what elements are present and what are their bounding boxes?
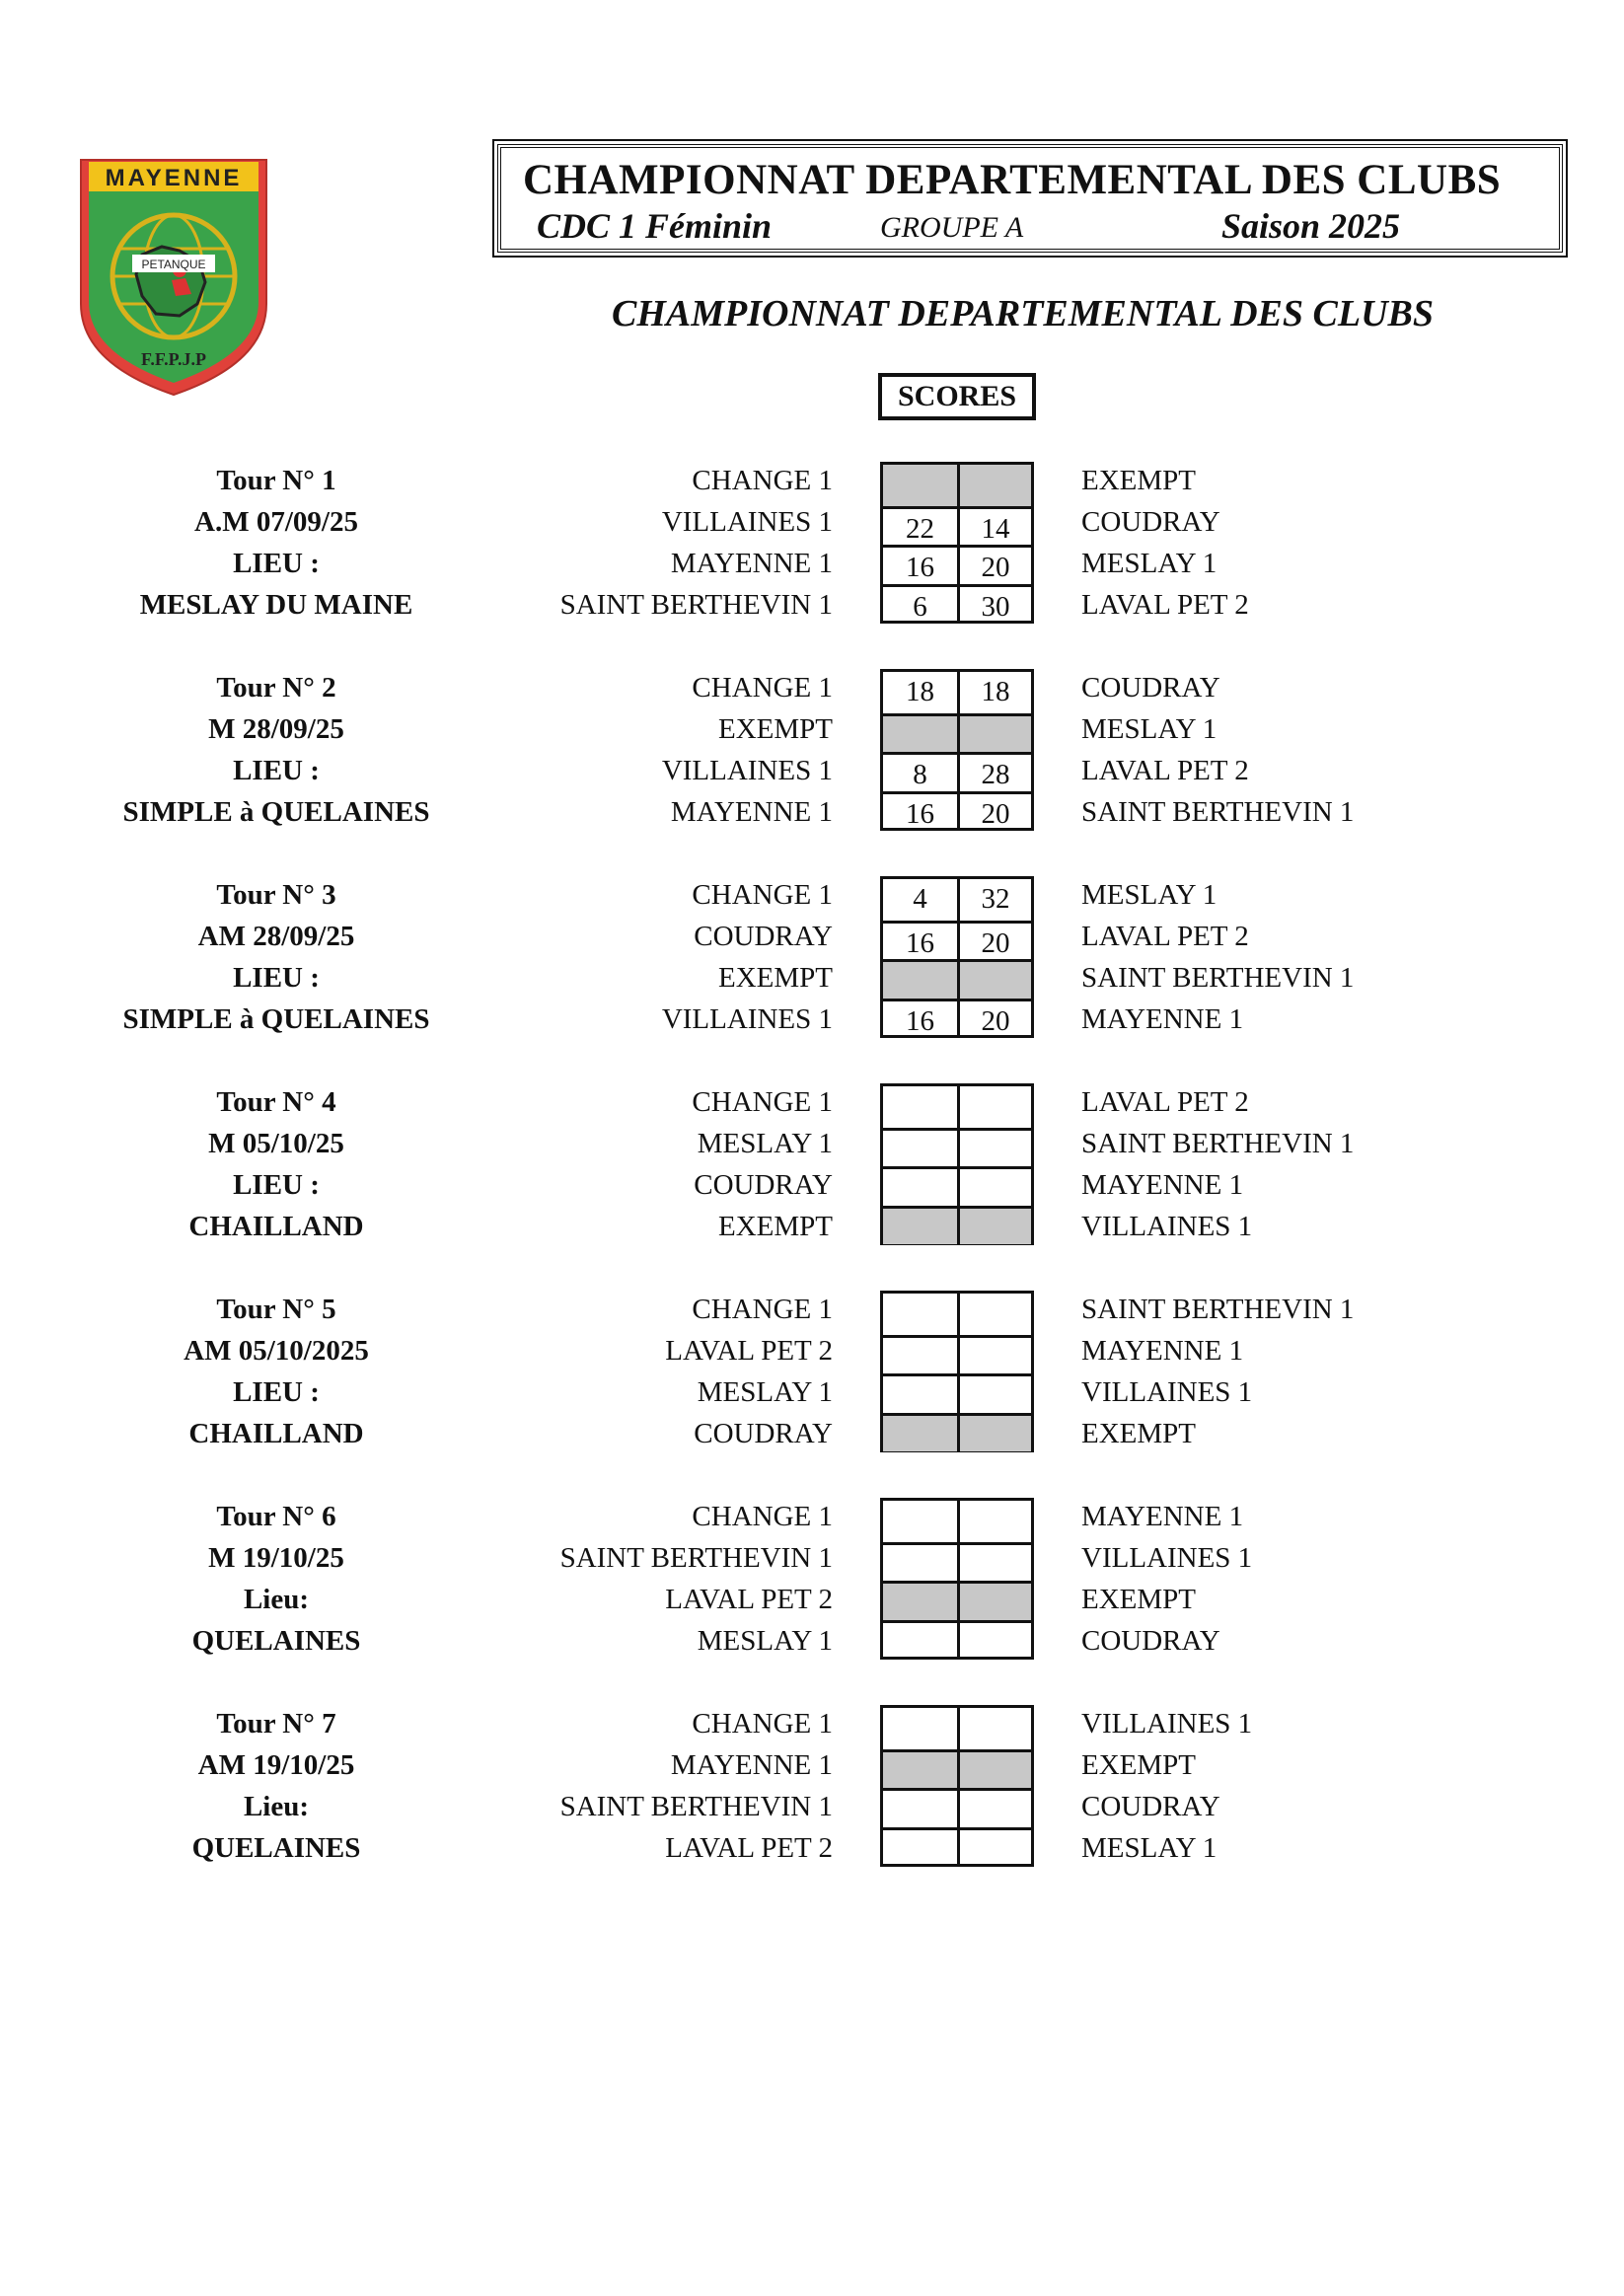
score-row	[883, 791, 1031, 830]
away-teams	[1081, 874, 1496, 1040]
round-date: AM 05/10/2025	[184, 1335, 369, 1367]
score-row	[883, 713, 1031, 752]
score-row	[883, 1335, 1031, 1373]
away-team: VILLAINES 1	[1081, 1376, 1253, 1408]
venue-label: LIEU :	[233, 1169, 320, 1201]
round-info	[109, 874, 444, 1040]
round-1	[0, 460, 1624, 626]
venue-name: SIMPLE à QUELAINES	[122, 796, 430, 828]
away-team: COUDRAY	[1081, 672, 1220, 704]
away-team: EXEMPT	[1081, 1749, 1196, 1781]
away-teams	[1081, 460, 1496, 626]
home-team: VILLAINES 1	[661, 1003, 833, 1035]
home-score	[883, 1791, 957, 1826]
round-2	[0, 667, 1624, 833]
home-score	[883, 1623, 957, 1659]
venue-label: Lieu:	[243, 1791, 310, 1822]
home-team: CHANGE 1	[692, 1501, 833, 1532]
away-team: SAINT BERTHEVIN 1	[1081, 962, 1355, 994]
home-score	[883, 465, 957, 506]
mayenne-ffpjp-logo	[77, 156, 270, 399]
round-info	[109, 1496, 444, 1662]
away-score	[957, 1708, 1031, 1749]
away-teams	[1081, 667, 1496, 833]
away-score: 32	[957, 879, 1031, 921]
home-score: 16	[906, 927, 934, 959]
score-row	[883, 999, 1031, 1037]
away-score	[957, 1086, 1031, 1128]
away-score	[957, 1338, 1031, 1373]
away-team: MAYENNE 1	[1081, 1003, 1244, 1035]
home-team: EXEMPT	[718, 962, 833, 994]
venue-name: MESLAY DU MAINE	[139, 589, 413, 621]
score-row	[883, 1788, 1031, 1826]
score-grid	[880, 876, 1034, 1038]
home-teams	[454, 1081, 833, 1247]
home-team: COUDRAY	[694, 921, 833, 952]
home-team: CHANGE 1	[692, 1086, 833, 1118]
round-date: AM 19/10/25	[197, 1749, 355, 1781]
score-row	[883, 1581, 1031, 1619]
away-score	[957, 1209, 1031, 1244]
round-number: Tour N° 1	[216, 465, 336, 496]
round-date: M 19/10/25	[208, 1542, 344, 1574]
away-team: SAINT BERTHEVIN 1	[1081, 796, 1355, 828]
away-team: COUDRAY	[1081, 506, 1220, 538]
round-info	[109, 460, 444, 626]
home-score	[883, 716, 957, 752]
score-row	[883, 752, 1031, 790]
round-info	[109, 667, 444, 833]
home-score: 16	[906, 1004, 934, 1037]
home-team: COUDRAY	[694, 1418, 833, 1449]
score-row	[883, 1827, 1031, 1866]
home-team: CHANGE 1	[692, 1708, 833, 1740]
logo-center-text: PETANQUE	[141, 258, 206, 271]
home-score	[883, 1131, 957, 1166]
away-score: 20	[957, 794, 1031, 830]
home-team: VILLAINES 1	[661, 506, 833, 538]
home-team: VILLAINES 1	[661, 755, 833, 786]
logo-banner-text: MAYENNE	[105, 165, 243, 191]
home-teams	[454, 874, 833, 1040]
score-row	[883, 1294, 1031, 1335]
away-score: 28	[957, 755, 1031, 790]
venue-label: LIEU :	[233, 1376, 320, 1408]
away-teams	[1081, 1289, 1496, 1454]
away-team: MESLAY 1	[1081, 713, 1218, 745]
cdc-label: CDC 1 Féminin	[537, 206, 773, 246]
away-score	[957, 716, 1031, 752]
home-score	[883, 1294, 957, 1335]
away-score	[957, 962, 1031, 998]
score-row	[883, 1620, 1031, 1659]
score-row	[883, 959, 1031, 998]
home-team: LAVAL PET 2	[665, 1584, 833, 1615]
score-row	[883, 545, 1031, 583]
away-team: COUDRAY	[1081, 1791, 1220, 1822]
home-score	[883, 1830, 957, 1866]
home-score	[883, 962, 957, 998]
home-score: 22	[906, 513, 934, 545]
away-teams	[1081, 1496, 1496, 1662]
home-score: 4	[913, 883, 927, 915]
home-score	[883, 1209, 957, 1244]
away-score: 18	[957, 672, 1031, 713]
away-score	[957, 1545, 1031, 1581]
venue-label: LIEU :	[233, 962, 320, 994]
away-score: 14	[957, 509, 1031, 545]
home-score: 16	[906, 797, 934, 830]
home-team: EXEMPT	[718, 713, 833, 745]
score-row	[883, 672, 1031, 713]
away-team: LAVAL PET 2	[1081, 755, 1249, 786]
away-score	[957, 1416, 1031, 1451]
away-team: EXEMPT	[1081, 1418, 1196, 1449]
home-score	[883, 1584, 957, 1619]
venue-name: SIMPLE à QUELAINES	[122, 1003, 430, 1035]
home-score	[883, 1752, 957, 1788]
home-team: CHANGE 1	[692, 465, 833, 496]
away-team: COUDRAY	[1081, 1625, 1220, 1657]
away-team: MESLAY 1	[1081, 879, 1218, 911]
home-team: LAVAL PET 2	[665, 1335, 833, 1367]
home-teams	[454, 1289, 833, 1454]
round-4	[0, 1081, 1624, 1247]
home-team: MAYENNE 1	[670, 796, 833, 828]
away-team: MAYENNE 1	[1081, 1501, 1244, 1532]
home-teams	[454, 1496, 833, 1662]
round-number: Tour N° 5	[216, 1294, 336, 1325]
away-score	[957, 465, 1031, 506]
away-team: LAVAL PET 2	[1081, 921, 1249, 952]
away-score	[957, 1830, 1031, 1866]
away-score: 20	[957, 1001, 1031, 1037]
home-team: MAYENNE 1	[670, 1749, 833, 1781]
subtitle: CHAMPIONNAT DEPARTEMENTAL DES CLUBS	[612, 293, 1434, 334]
away-score	[957, 1752, 1031, 1788]
away-team: MESLAY 1	[1081, 1832, 1218, 1864]
home-team: CHANGE 1	[692, 879, 833, 911]
round-info	[109, 1703, 444, 1869]
home-team: LAVAL PET 2	[665, 1832, 833, 1864]
round-date: M 28/09/25	[208, 713, 344, 745]
away-score: 30	[957, 587, 1031, 623]
groupe-label: GROUPE A	[880, 211, 1024, 244]
home-team: CHANGE 1	[692, 1294, 833, 1325]
away-team: SAINT BERTHEVIN 1	[1081, 1128, 1355, 1159]
home-team: CHANGE 1	[692, 672, 833, 704]
home-team: MAYENNE 1	[670, 548, 833, 579]
away-score: 20	[957, 924, 1031, 959]
home-score	[883, 1086, 957, 1128]
saison-label: Saison 2025	[1221, 206, 1401, 246]
away-team: MESLAY 1	[1081, 548, 1218, 579]
round-6	[0, 1496, 1624, 1662]
page-title: CHAMPIONNAT DEPARTEMENTAL DES CLUBS	[523, 157, 1502, 203]
score-row	[883, 584, 1031, 623]
score-row	[883, 1206, 1031, 1244]
away-score	[957, 1376, 1031, 1412]
away-team: LAVAL PET 2	[1081, 1086, 1249, 1118]
home-score	[883, 1501, 957, 1542]
scores-label: SCORES	[878, 373, 1036, 420]
home-team: SAINT BERTHEVIN 1	[559, 1542, 833, 1574]
home-score: 8	[913, 759, 927, 791]
away-team: LAVAL PET 2	[1081, 589, 1249, 621]
away-team: SAINT BERTHEVIN 1	[1081, 1294, 1355, 1325]
title-box	[497, 144, 1563, 253]
away-team: EXEMPT	[1081, 1584, 1196, 1615]
score-row	[883, 879, 1031, 921]
home-teams	[454, 667, 833, 833]
home-team: MESLAY 1	[697, 1128, 833, 1159]
away-teams	[1081, 1703, 1496, 1869]
home-team: SAINT BERTHEVIN 1	[559, 1791, 833, 1822]
away-team: VILLAINES 1	[1081, 1211, 1253, 1242]
round-number: Tour N° 4	[216, 1086, 336, 1118]
round-number: Tour N° 2	[216, 672, 336, 704]
home-team: COUDRAY	[694, 1169, 833, 1201]
score-grid	[880, 462, 1034, 624]
round-number: Tour N° 6	[216, 1501, 336, 1532]
venue-label: LIEU :	[233, 755, 320, 786]
round-number: Tour N° 3	[216, 879, 336, 911]
home-score	[883, 1169, 957, 1205]
home-score	[883, 1708, 957, 1749]
round-info	[109, 1289, 444, 1454]
venue-label: LIEU :	[233, 548, 320, 579]
round-info	[109, 1081, 444, 1247]
score-row	[883, 1542, 1031, 1581]
home-team: SAINT BERTHEVIN 1	[559, 589, 833, 621]
score-row	[883, 1086, 1031, 1128]
score-grid	[880, 1498, 1034, 1660]
venue-name: QUELAINES	[191, 1832, 361, 1864]
score-row	[883, 1708, 1031, 1749]
score-row	[883, 1373, 1031, 1412]
score-row	[883, 1413, 1031, 1451]
away-team: VILLAINES 1	[1081, 1708, 1253, 1740]
score-grid	[880, 1291, 1034, 1452]
score-row	[883, 506, 1031, 545]
home-team: EXEMPT	[718, 1211, 833, 1242]
venue-name: CHAILLAND	[188, 1418, 364, 1449]
away-score	[957, 1169, 1031, 1205]
home-team: MESLAY 1	[697, 1376, 833, 1408]
away-score	[957, 1584, 1031, 1619]
home-teams	[454, 1703, 833, 1869]
score-row	[883, 465, 1031, 506]
home-score	[883, 1338, 957, 1373]
round-date: AM 28/09/25	[197, 921, 355, 952]
home-score: 6	[913, 590, 927, 623]
home-score	[883, 1545, 957, 1581]
score-row	[883, 1501, 1031, 1542]
away-score	[957, 1501, 1031, 1542]
round-5	[0, 1289, 1624, 1454]
score-row	[883, 1166, 1031, 1205]
round-7	[0, 1703, 1624, 1869]
score-row	[883, 1128, 1031, 1166]
round-number: Tour N° 7	[216, 1708, 336, 1740]
away-score	[957, 1623, 1031, 1659]
home-teams	[454, 460, 833, 626]
round-date: A.M 07/09/25	[194, 506, 358, 538]
away-team: MAYENNE 1	[1081, 1335, 1244, 1367]
round-date: M 05/10/25	[208, 1128, 344, 1159]
logo-bottom-text: F.F.P.J.P	[140, 349, 207, 369]
home-score	[883, 1376, 957, 1412]
score-row	[883, 1749, 1031, 1788]
away-score	[957, 1131, 1031, 1166]
away-teams	[1081, 1081, 1496, 1247]
score-grid	[880, 1705, 1034, 1867]
away-score	[957, 1791, 1031, 1826]
round-3	[0, 874, 1624, 1040]
home-score	[883, 1416, 957, 1451]
score-grid	[880, 1083, 1034, 1245]
home-score: 18	[906, 676, 934, 707]
away-team: VILLAINES 1	[1081, 1542, 1253, 1574]
home-team: MESLAY 1	[697, 1625, 833, 1657]
home-score: 16	[906, 552, 934, 584]
score-row	[883, 921, 1031, 959]
away-team: EXEMPT	[1081, 465, 1196, 496]
away-team: MAYENNE 1	[1081, 1169, 1244, 1201]
venue-name: CHAILLAND	[188, 1211, 364, 1242]
venue-label: Lieu:	[243, 1584, 310, 1615]
score-grid	[880, 669, 1034, 831]
away-score	[957, 1294, 1031, 1335]
venue-name: QUELAINES	[191, 1625, 361, 1657]
away-score: 20	[957, 548, 1031, 583]
